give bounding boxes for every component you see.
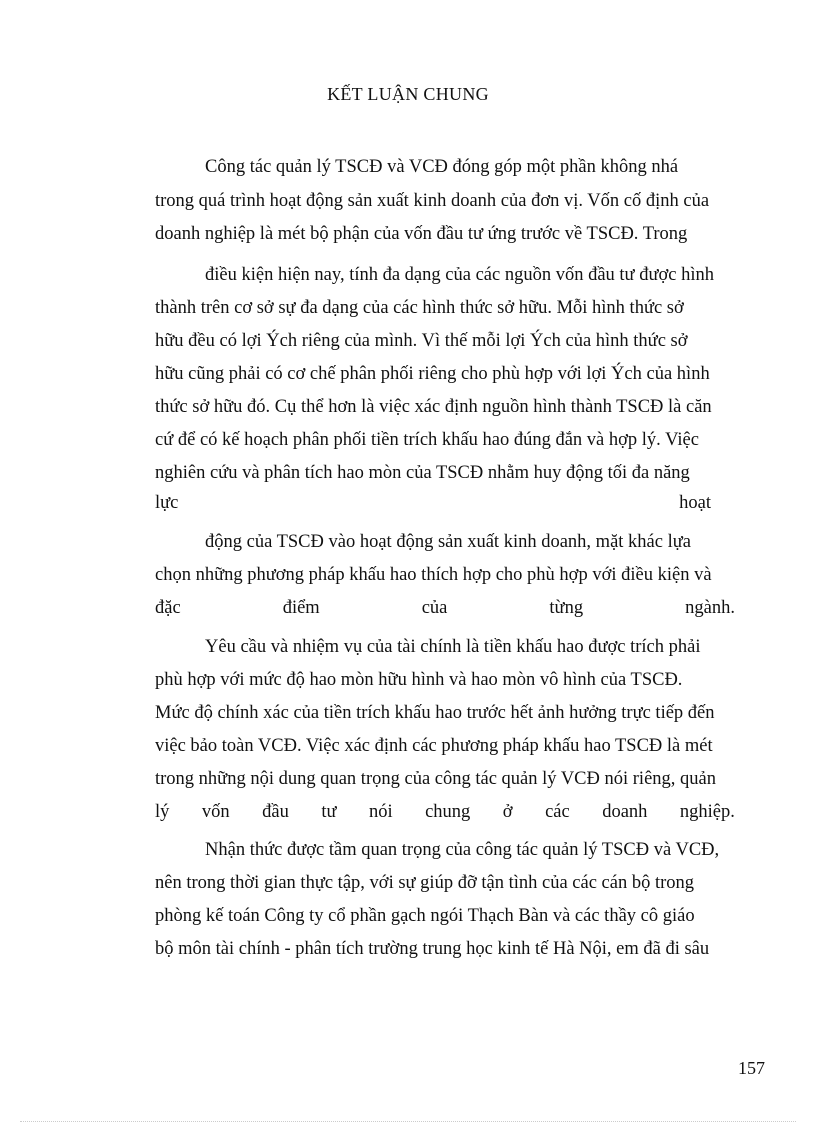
- word: chung: [425, 802, 471, 822]
- text-line: [155, 596, 735, 620]
- word: nghiệp.: [679, 802, 735, 822]
- text-line: phòng kế toán Công ty cổ phần gạch ngói Thạch Bàn và các thầy cô giáo: [155, 906, 695, 926]
- word: điểm: [282, 598, 320, 618]
- word: đầu: [262, 802, 289, 822]
- word: các: [545, 802, 570, 822]
- text-line: nên trong thời gian thực tập, với sự giúp đỡ tận tình của các cán bộ trong: [155, 873, 695, 893]
- word: đặc: [155, 598, 181, 618]
- word: của: [421, 598, 448, 618]
- word: lực: [155, 493, 179, 513]
- text-line: thức sở hữu đó. Cụ thể hơn là việc xác định nguồn hình thành TSCĐ là căn: [155, 397, 712, 417]
- page-bottom-divider: [20, 1121, 796, 1122]
- word: vốn: [201, 802, 230, 822]
- text-line: điều kiện hiện nay, tính đa dạng của các nguồn vốn đầu tư được hình: [205, 265, 714, 285]
- page-title: KẾT LUẬN CHUNG: [327, 84, 489, 104]
- text-line: Nhận thức được tầm quan trọng của công tác quản lý TSCĐ và VCĐ,: [205, 840, 720, 860]
- text-line: doanh nghiệp là mét bộ phận của vốn đầu tư ứng trước về TSCĐ. Trong: [155, 224, 688, 244]
- text-line: Yêu cầu và nhiệm vụ của tài chính là tiền khấu hao được trích phải: [205, 637, 701, 657]
- text-line: trong quá trình hoạt động sản xuất kinh doanh của đơn vị. Vốn cố định của: [155, 191, 710, 211]
- text-line: việc bảo toàn VCĐ. Việc xác định các phương pháp khấu hao TSCĐ là mét: [155, 736, 713, 756]
- text-line: thành trên cơ sở sự đa dạng của các hình thức sở hữu. Mỗi hình thức sở: [155, 298, 684, 318]
- text-line: [155, 800, 735, 824]
- word: hoạt: [679, 493, 711, 513]
- word: doanh: [602, 802, 648, 822]
- word: tư: [321, 802, 337, 822]
- text-line: [155, 491, 711, 515]
- word: nói: [368, 802, 393, 822]
- text-line: cứ để có kế hoạch phân phối tiền trích khấu hao đúng đắn và hợp lý. Việc: [155, 430, 699, 450]
- text-line: hữu đều có lợi Ých riêng của mình. Vì thế mỗi lợi Ých của hình thức sở: [155, 331, 688, 351]
- page-number: 157: [738, 1058, 765, 1078]
- text-line: nghiên cứu và phân tích hao mòn của TSCĐ nhằm huy động tối đa năng: [155, 463, 690, 483]
- text-line: chọn những phương pháp khấu hao thích hợp cho phù hợp với điều kiện và: [155, 565, 712, 585]
- word: ở: [502, 802, 513, 822]
- text-line: động của TSCĐ vào hoạt động sản xuất kinh doanh, mặt khác lựa: [205, 532, 691, 552]
- text-line: trong những nội dung quan trọng của công tác quản lý VCĐ nói riêng, quản: [155, 769, 716, 789]
- text-line: phù hợp với mức độ hao mòn hữu hình và hao mòn vô hình của TSCĐ.: [155, 670, 683, 690]
- word: từng: [549, 598, 584, 618]
- text-line: Công tác quản lý TSCĐ và VCĐ đóng góp một phần không nhá: [205, 157, 679, 177]
- text-line: hữu cũng phải có cơ chế phân phối riêng cho phù hợp với lợi Ých của hình: [155, 364, 710, 384]
- text-line: Mức độ chính xác của tiền trích khấu hao trước hết ảnh hưởng trực tiếp đến: [155, 703, 715, 723]
- word: lý: [155, 802, 170, 822]
- text-line: bộ môn tài chính - phân tích trường trung học kinh tế Hà Nội, em đã đi sâu: [155, 939, 710, 959]
- word: ngành.: [685, 598, 735, 618]
